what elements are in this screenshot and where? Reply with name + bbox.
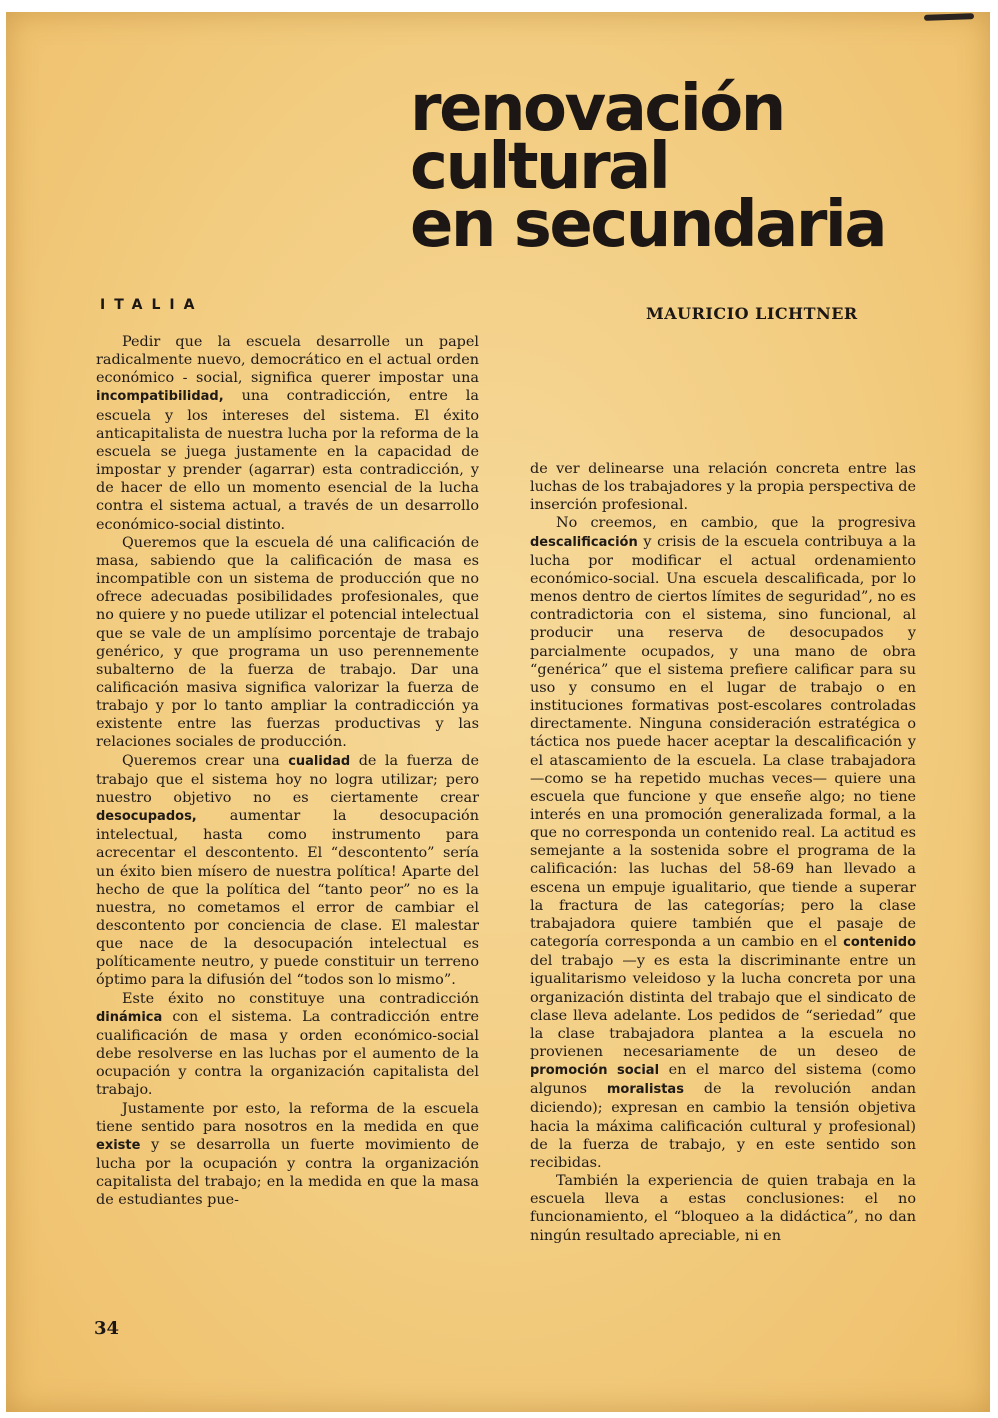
- ink-mark: [924, 13, 974, 21]
- page-number: 34: [94, 1318, 120, 1339]
- title-line-2: cultural: [410, 130, 669, 204]
- emphasis: desocupados,: [96, 809, 197, 825]
- title-line-3: en secundaria: [410, 188, 885, 262]
- emphasis: moralistas: [606, 1082, 684, 1098]
- paragraph: También la experiencia de quien trabaja en la escuela lleva a estas conclusiones: el no funcionamiento, el “bloqueo a la didáctica”, no dan ningún resultado apreciable, ni en: [530, 1173, 916, 1244]
- right-text-column: [530, 460, 916, 1245]
- title-line-1: renovación: [410, 72, 784, 146]
- section-label: ITALIA: [100, 297, 204, 313]
- paragraph: Pedir que la escuela desarrolle un papel radicalmente nuevo, democrático en el actual orden económico - social, significa querer impostar una incompatibilidad, una contradicción, entre la escuela y los intereses del sistema. El éxito anticapitalista de nuestra lucha por la reforma de la escuela se juega justamente en la capacidad de impostar y prender (agarrar) esta contradicción, y de hacer de ello un momento esencial de la lucha contra el sistema actual, a través de un desarrollo económico-social distinto.: [96, 334, 479, 533]
- paragraph: Justamente por esto, la reforma de la escuela tiene sentido para nosotros en la medida en que existe y se desarrolla un fuerte movimiento de lucha por la ocupación y contra la organización capitalista del trabajo; en la medida en que la masa de estudiantes pue-: [96, 1100, 479, 1209]
- article-title: [410, 72, 970, 262]
- paragraph: de ver delinearse una relación concreta entre las luchas de los trabajadores y la propia perspectiva de inserción profesional.: [530, 461, 916, 514]
- author-name: MAURICIO LICHTNER: [646, 304, 858, 323]
- left-text-column: [96, 333, 479, 1210]
- emphasis: existe: [96, 1137, 141, 1153]
- paragraph: Queremos que la escuela dé una calificación de masa, sabiendo que la calificación de masa es incompatible con un sistema de producción que no ofrece adecuadas posibilidades profesionales, que no quiere y no puede utilizar el potencial intelectual que se vale de un amplísimo porcentaje de trabajo genérico, y que programa un uso perennemente subalterno de la fuerza de trabajo. Dar una calificación masiva significa valorizar la fuerza de trabajo y por lo tanto ampliar la contradicción ya existente entre las fuerzas productivas y las relaciones sociales de producción.: [96, 534, 479, 751]
- emphasis: incompatibilidad,: [96, 389, 224, 405]
- magazine-page: [6, 12, 990, 1412]
- emphasis: descalificación: [530, 534, 638, 550]
- paragraph: Este éxito no constituye una contradicción dinámica con el sistema. La contradicción entre cualificación de masa y orden económico-social debe resolverse en las luchas por el aumento de la ocupación y contra la organización capitalista del trabajo.: [96, 990, 479, 1099]
- paragraph: No creemos, en cambio, que la progresiva descalificación y crisis de la escuela contribuya a la lucha por modificar el actual ordenamiento económico-social. Una escuela descalificada, por lo menos dentro de ciertos límites de seguridad”, no es contradictoria con el sistema, sino funcional, al producir una reserva de desocupados y parcialmente ocupados, y una mano de obra “genérica” que el sistema prefiere calificar para su uso y consumo en el lugar de trabajo o en instituciones formativas post-escolares controladas directamente. Ninguna consideración estratégica o táctica nos puede hacer aceptar la descalificación y el atascamiento de la escuela. La clase trabajadora —como se ha repetido muchas veces— quiere una escuela que funcione y que enseñe algo; no tiene interés en una promoción generalizada formal, a la que no corresponda un contenido real. La actitud es semejante a la sostenida sobre el programa de la calificación: las luchas del 58-69 han llevado a escena un empuje igualitario, que tiende a superar la fractura de las categorías; pero la clase trabajadora quiere también que el pasaje de categoría corresponda a un cambio en el contenido del trabajo —y es esta la discriminante entre un igualitarismo veleidoso y la lucha concreta por una organización distinta del trabajo que el sindicato de clase lleva adelante. Los pedidos de “seriedad” que la clase trabajadora plantea a la escuela no provienen necesariamente de un deseo de promoción social en el marco del sistema (como algunos moralistas de la revolución andan diciendo); expresan en cambio la tensión objetiva hacia la máxima calificación cultural y profesional) de la fuerza de trabajo, y en este sentido son recibidas.: [530, 515, 916, 1171]
- paragraph: Queremos crear una cualidad de la fuerza de trabajo que el sistema hoy no logra utilizar; pero nuestro objetivo no es ciertamente crear desocupados, aumentar la desocupación intelectual, hasta como instrumento para acrecentar el descontento. El “descontento” sería un éxito bien mísero de nuestra política! Aparte del hecho de que la política del “tanto peor” no es la nuestra, no cometamos el error de cambiar el descontento por conciencia de clase. El malestar que nace de la desocupación intelectual es políticamente neutro, y puede constituir un terreno óptimo para la difusión del “todos son lo mismo”.: [96, 752, 479, 989]
- emphasis: contenido: [843, 935, 916, 951]
- emphasis: cualidad: [288, 753, 351, 769]
- emphasis: dinámica: [96, 1009, 163, 1025]
- emphasis: promoción social: [530, 1063, 660, 1079]
